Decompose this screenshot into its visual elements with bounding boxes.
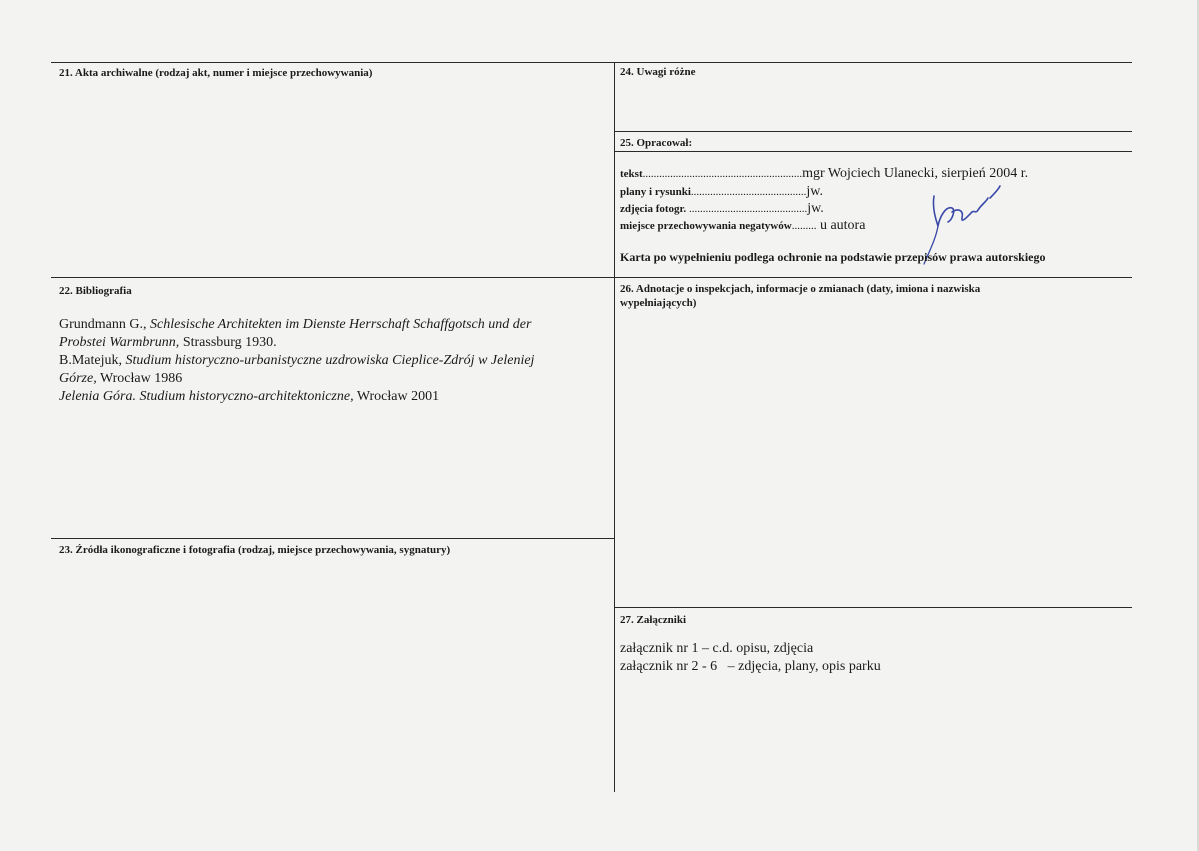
rule-s22-top: [51, 277, 1132, 278]
section-25-title: 25. Opracował:: [620, 137, 693, 149]
bib1-work2: Probstei Warmbrunn,: [59, 335, 180, 350]
bib1-work: Schlesische Architekten im Dienste Herrschaft Schaffgotsch und der: [150, 317, 532, 332]
section-27-title: 27. Załączniki: [620, 614, 687, 626]
section-22-title: 22. Bibliografia: [59, 285, 132, 297]
bib2-work2: Górze,: [59, 371, 97, 386]
column-divider: [614, 62, 615, 792]
section-24-title: 24. Uwagi różne: [620, 66, 696, 78]
section-23-title: 23. Źródła ikonograficzne i fotografia (rodzaj, miejsce przechowywania, sygnatury): [59, 544, 451, 556]
bib3-work: Jelenia Góra. Studium historyczno-architektoniczne,: [59, 389, 354, 404]
s25-row-photos-dots: ...........................................: [686, 203, 808, 215]
attachment-item-2: załącznik nr 2 - 6 – zdjęcia, plany, opis parku: [620, 659, 881, 674]
bib1-rest: Strassburg 1930.: [179, 335, 277, 350]
bibliography-entry-2-line-2: [59, 370, 182, 388]
section-21-title: 21. Akta archiwalne (rodzaj akt, numer i miejsce przechowywania): [59, 67, 373, 79]
s25-row-photos-value: jw.: [807, 201, 824, 216]
bibliography-entry-1-line-1: [59, 316, 531, 334]
bibliography-entry-3: [59, 388, 439, 406]
s25-row-negatives-dots: .........: [791, 220, 817, 232]
s25-row-negatives-value: u autora: [816, 218, 866, 233]
s25-row-plans-value: jw.: [806, 184, 824, 199]
bib2-author: B.Matejuk,: [59, 353, 126, 368]
s25-row-text-dots: ..........................................................: [642, 168, 803, 180]
s25-row-text-label: tekst: [620, 168, 643, 180]
s25-row-photos: [620, 201, 824, 217]
rule-top: [51, 62, 1132, 63]
bib3-rest: Wrocław 2001: [353, 389, 440, 404]
copyright-note: Karta po wypełnieniu podlega ochronie na podstawie przepisów prawa autorskiego: [620, 250, 1046, 264]
attachment-item-1: załącznik nr 1 – c.d. opisu, zdjęcia: [620, 641, 814, 656]
s25-row-photos-label: zdjęcia fotogr.: [620, 203, 687, 215]
s25-row-plans-label: plany i rysunki: [620, 186, 691, 198]
rule-s23-top: [51, 538, 615, 539]
s25-row-text-value: mgr Wojciech Ulanecki, sierpień 2004 r.: [802, 166, 1029, 181]
bibliography-entry-1-line-2: [59, 334, 277, 352]
section-26-title-line-1: 26. Adnotacje o inspekcjach, informacje o zmianach (daty, imiona i nazwiska: [620, 283, 981, 295]
bibliography-entry-2-line-1: [59, 352, 534, 370]
s25-row-negatives-label: miejsce przechowywania negatywów: [620, 220, 792, 232]
section-26-title-line-2: wypełniających): [620, 297, 697, 309]
rule-s25-top: [614, 131, 1132, 132]
rule-s27-top: [614, 607, 1132, 608]
bib2-rest: Wrocław 1986: [96, 371, 183, 386]
bib1-author: Grundmann G.,: [59, 317, 150, 332]
s25-row-plans: [620, 184, 823, 200]
s25-row-plans-dots: ..........................................: [690, 186, 807, 198]
bib2-work: Studium historyczno-urbanistyczne uzdrowiska Cieplice-Zdrój w Jeleniej: [125, 353, 535, 368]
rule-s25-head: [614, 151, 1132, 152]
s25-row-negatives: [620, 218, 865, 234]
